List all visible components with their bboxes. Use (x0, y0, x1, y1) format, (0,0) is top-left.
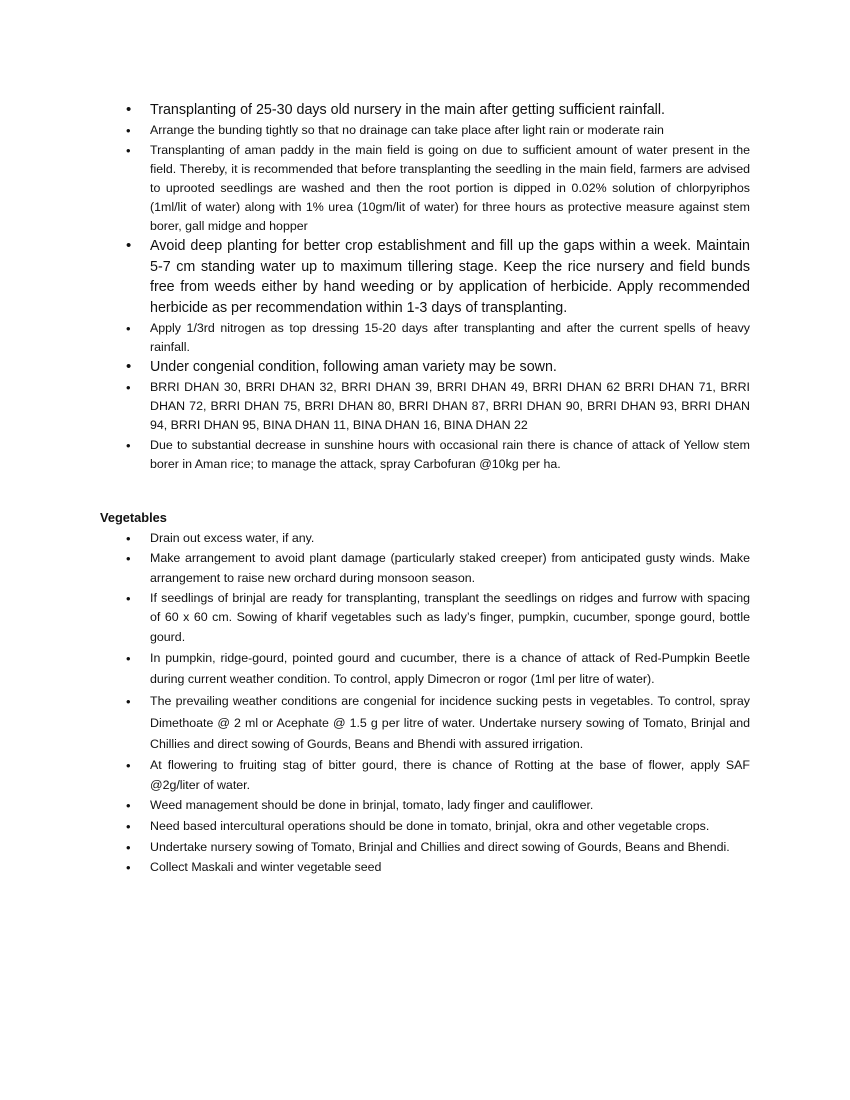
list-item: • Drain out excess water, if any. (150, 529, 750, 549)
list-item: • Collect Maskali and winter vegetable seed (150, 858, 750, 878)
list-item: • Due to substantial decrease in sunshine hours with occasional rain there is chance of attack of Yellow stem borer in Aman rice; to manage the attack, spray Carbofuran @10kg per ha. (150, 436, 750, 474)
list-item: • Transplanting of aman paddy in the main field is going on due to sufficient amount of water present in the field. Thereby, it is recommended that before transplanting the seedling in the main field, farmers are advised to uprooted seedlings are washed and then the root portion is dipped in 0.02% solution of chlorpyriphos (1ml/lit of water) along with 1% urea (10gm/lit of water) for three hours as protective measure against stem borer, gall midge and hopper (150, 141, 750, 236)
list-item: • In pumpkin, ridge-gourd, pointed gourd and cucumber, there is a chance of attack of Red-Pumpkin Beetle during current weather condition. To control, apply Dimecron or rogor (1ml per litre of water). (150, 648, 750, 691)
section-heading-vegetables: Vegetables (100, 510, 167, 525)
list-item: • BRRI DHAN 30, BRRI DHAN 32, BRRI DHAN 39, BRRI DHAN 49, BRRI DHAN 62 BRRI DHAN 71, BRRI DHAN 72, BRRI DHAN 75, BRRI DHAN 80, BRRI DHAN 87, BRRI DHAN 90, BRRI DHAN 93, BRRI DHAN 94, BRRI DHAN 95, BINA DHAN 11, BINA DHAN 16, BINA DHAN 22 (150, 378, 750, 435)
list-item: • Arrange the bunding tightly so that no drainage can take place after light rain or moderate rain (150, 121, 750, 140)
list-item: • At flowering to fruiting stag of bitter gourd, there is chance of Rotting at the base of flower, apply SAF @2g/liter of water. (150, 756, 750, 795)
rice-advisory-list (150, 100, 750, 474)
list-item: • Avoid deep planting for better crop establishment and fill up the gaps within a week. Maintain 5-7 cm standing water up to maximum tillering stage. Keep the rice nursery and field bunds free from weeds either by hand weeding or by application of herbicide. Apply recommended herbicide as per recommendation within 1-3 days of transplanting. (150, 236, 750, 318)
list-item: • Make arrangement to avoid plant damage (particularly staked creeper) from anticipated gusty winds. Make arrangement to raise new orchard during monsoon season. (150, 549, 750, 588)
vegetables-advisory-list (150, 529, 750, 878)
list-item: • Under congenial condition, following aman variety may be sown. (150, 357, 750, 378)
list-item: • The prevailing weather conditions are congenial for incidence sucking pests in vegetables. To control, spray Dimethoate @ 2 ml or Acephate @ 1.5 g per litre of water. Undertake nursery sowing of Tomato, Brinjal and Chillies and direct sowing of Gourds, Beans and Bhendi with assured irrigation. (150, 691, 750, 756)
list-item: • Need based intercultural operations should be done in tomato, brinjal, okra and other vegetable crops. (150, 816, 750, 838)
list-item: • Transplanting of 25-30 days old nursery in the main after getting sufficient rainfall. (150, 100, 750, 121)
list-item: • Undertake nursery sowing of Tomato, Brinjal and Chillies and direct sowing of Gourds, Beans and Bhendi. (150, 838, 750, 858)
list-item: • Weed management should be done in brinjal, tomato, lady finger and cauliflower. (150, 796, 750, 816)
list-item: • If seedlings of brinjal are ready for transplanting, transplant the seedlings on ridges and furrow with spacing of 60 x 60 cm. Sowing of kharif vegetables such as lady’s finger, pumpkin, cucumber, sponge gourd, bottle gourd. (150, 589, 750, 648)
list-item: • Apply 1/3rd nitrogen as top dressing 15-20 days after transplanting and after the current spells of heavy rainfall. (150, 319, 750, 357)
